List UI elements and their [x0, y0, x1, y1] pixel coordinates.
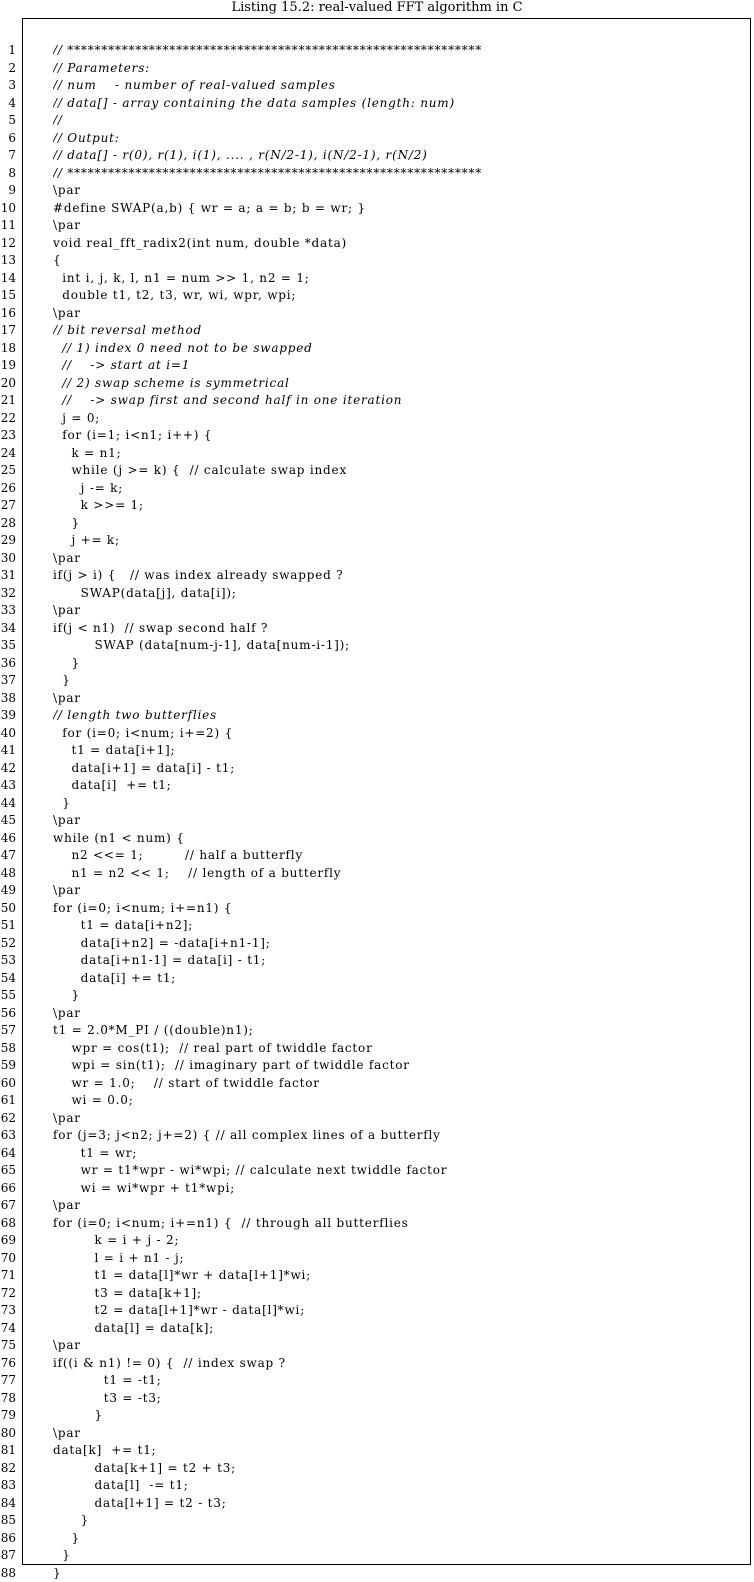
- code-line: t1 = data[i+1];: [53, 742, 747, 760]
- code-line: wr = 1.0; // start of twiddle factor: [53, 1075, 747, 1093]
- line-number: 41: [0, 742, 16, 760]
- code-line: for (i=0; i<num; i+=2) {: [53, 725, 747, 743]
- code-line: \par: [53, 305, 747, 323]
- line-number: 9: [0, 182, 16, 200]
- code-line: data[i] += t1;: [53, 970, 747, 988]
- line-number: 19: [0, 357, 16, 375]
- code-line: // Parameters:: [53, 60, 747, 78]
- code-line: }: [53, 515, 747, 533]
- code-line: double t1, t2, t3, wr, wi, wpr, wpi;: [53, 287, 747, 305]
- code-line: // -> start at i=1: [53, 357, 747, 375]
- line-number: 31: [0, 567, 16, 585]
- code-line: \par: [53, 217, 747, 235]
- listing-caption: Listing 15.2: real-valued FFT algorithm in C: [0, 0, 754, 16]
- line-number: 88: [0, 1565, 16, 1582]
- code-line: // data[] - r(0), r(1), i(1), .... , r(N/2-1), i(N/2-1), r(N/2): [53, 147, 747, 165]
- line-number: 80: [0, 1425, 16, 1443]
- line-number: 35: [0, 637, 16, 655]
- line-number: 46: [0, 830, 16, 848]
- code-line: for (i=1; i<n1; i++) {: [53, 427, 747, 445]
- line-number: 77: [0, 1372, 16, 1390]
- code-line: wi = wi*wpr + t1*wpi;: [53, 1180, 747, 1198]
- line-number: 83: [0, 1477, 16, 1495]
- line-number: 14: [0, 270, 16, 288]
- code-line: wpi = sin(t1); // imaginary part of twiddle factor: [53, 1057, 747, 1075]
- line-number: 47: [0, 847, 16, 865]
- line-number: 70: [0, 1250, 16, 1268]
- line-number: 72: [0, 1285, 16, 1303]
- line-number: 76: [0, 1355, 16, 1373]
- code-line: k = i + j - 2;: [53, 1232, 747, 1250]
- code-line: data[l] -= t1;: [53, 1477, 747, 1495]
- code-line: data[i+1] = data[i] - t1;: [53, 760, 747, 778]
- code-line: k = n1;: [53, 445, 747, 463]
- line-number: 65: [0, 1162, 16, 1180]
- line-number: 45: [0, 812, 16, 830]
- code-line: j = 0;: [53, 410, 747, 428]
- line-number: 57: [0, 1022, 16, 1040]
- line-number: 24: [0, 445, 16, 463]
- line-number: 6: [0, 130, 16, 148]
- line-number: 10: [0, 200, 16, 218]
- line-number: 5: [0, 112, 16, 130]
- code-line: k >>= 1;: [53, 497, 747, 515]
- line-number: 3: [0, 77, 16, 95]
- code-line: \par: [53, 1197, 747, 1215]
- line-number: 79: [0, 1407, 16, 1425]
- code-line: for (i=0; i<num; i+=n1) {: [53, 900, 747, 918]
- line-number: 87: [0, 1547, 16, 1565]
- line-number: 51: [0, 917, 16, 935]
- code-line: if(j > i) { // was index already swapped ?: [53, 567, 747, 585]
- code-line: \par: [53, 602, 747, 620]
- code-line: while (j >= k) { // calculate swap index: [53, 462, 747, 480]
- line-number: 68: [0, 1215, 16, 1233]
- line-number: 21: [0, 392, 16, 410]
- line-number: 22: [0, 410, 16, 428]
- code-line: data[l] = data[k];: [53, 1320, 747, 1338]
- code-line: \par: [53, 690, 747, 708]
- code-body: [53, 42, 747, 1582]
- line-number: 7: [0, 147, 16, 165]
- code-line: #define SWAP(a,b) { wr = a; a = b; b = wr; }: [53, 200, 747, 218]
- code-line: \par: [53, 1425, 747, 1443]
- code-line: \par: [53, 1005, 747, 1023]
- line-number: 85: [0, 1512, 16, 1530]
- code-line: // num - number of real-valued samples: [53, 77, 747, 95]
- line-number: 36: [0, 655, 16, 673]
- code-line: t1 = -t1;: [53, 1372, 747, 1390]
- code-line: wi = 0.0;: [53, 1092, 747, 1110]
- code-line: // Output:: [53, 130, 747, 148]
- code-line: if(j < n1) // swap second half ?: [53, 620, 747, 638]
- code-line: // -> swap first and second half in one iteration: [53, 392, 747, 410]
- code-line: }: [53, 1512, 747, 1530]
- line-number: 81: [0, 1442, 16, 1460]
- line-number: 28: [0, 515, 16, 533]
- line-number: 84: [0, 1495, 16, 1513]
- line-number: 37: [0, 672, 16, 690]
- code-line: }: [53, 987, 747, 1005]
- line-number: 75: [0, 1337, 16, 1355]
- line-number: 13: [0, 252, 16, 270]
- line-number: 38: [0, 690, 16, 708]
- code-line: {: [53, 252, 747, 270]
- line-number: 52: [0, 935, 16, 953]
- line-number: 11: [0, 217, 16, 235]
- code-line: // 2) swap scheme is symmetrical: [53, 375, 747, 393]
- line-number: 56: [0, 1005, 16, 1023]
- code-line: data[k+1] = t2 + t3;: [53, 1460, 747, 1478]
- line-number: 48: [0, 865, 16, 883]
- code-line: t1 = data[l]*wr + data[l+1]*wi;: [53, 1267, 747, 1285]
- code-line: t3 = -t3;: [53, 1390, 747, 1408]
- code-line: j -= k;: [53, 480, 747, 498]
- line-number: 26: [0, 480, 16, 498]
- code-line: t1 = wr;: [53, 1145, 747, 1163]
- line-number-gutter: [0, 42, 16, 1582]
- line-number: 33: [0, 602, 16, 620]
- line-number: 71: [0, 1267, 16, 1285]
- code-line: n1 = n2 << 1; // length of a butterfly: [53, 865, 747, 883]
- code-line: data[l+1] = t2 - t3;: [53, 1495, 747, 1513]
- code-line: \par: [53, 1110, 747, 1128]
- line-number: 49: [0, 882, 16, 900]
- code-line: for (j=3; j<n2; j+=2) { // all complex lines of a butterfly: [53, 1127, 747, 1145]
- code-line: // length two butterflies: [53, 707, 747, 725]
- line-number: 2: [0, 60, 16, 78]
- code-line: data[k] += t1;: [53, 1442, 747, 1460]
- code-line: void real_fft_radix2(int num, double *data): [53, 235, 747, 253]
- line-number: 43: [0, 777, 16, 795]
- line-number: 39: [0, 707, 16, 725]
- code-line: SWAP(data[j], data[i]);: [53, 585, 747, 603]
- code-line: while (n1 < num) {: [53, 830, 747, 848]
- code-line: int i, j, k, l, n1 = num >> 1, n2 = 1;: [53, 270, 747, 288]
- code-line: SWAP (data[num-j-1], data[num-i-1]);: [53, 637, 747, 655]
- code-line: //: [53, 112, 747, 130]
- line-number: 60: [0, 1075, 16, 1093]
- code-line: // bit reversal method: [53, 322, 747, 340]
- line-number: 29: [0, 532, 16, 550]
- code-line: t3 = data[k+1];: [53, 1285, 747, 1303]
- line-number: 61: [0, 1092, 16, 1110]
- line-number: 44: [0, 795, 16, 813]
- code-line: t1 = 2.0*M_PI / ((double)n1);: [53, 1022, 747, 1040]
- line-number: 17: [0, 322, 16, 340]
- line-number: 4: [0, 95, 16, 113]
- code-line: // *************************************************************: [53, 42, 747, 60]
- line-number: 25: [0, 462, 16, 480]
- code-line: for (i=0; i<num; i+=n1) { // through all butterflies: [53, 1215, 747, 1233]
- code-line: j += k;: [53, 532, 747, 550]
- code-line: t1 = data[i+n2];: [53, 917, 747, 935]
- line-number: 74: [0, 1320, 16, 1338]
- code-line: }: [53, 1530, 747, 1548]
- line-number: 20: [0, 375, 16, 393]
- line-number: 15: [0, 287, 16, 305]
- line-number: 63: [0, 1127, 16, 1145]
- line-number: 23: [0, 427, 16, 445]
- line-number: 62: [0, 1110, 16, 1128]
- code-line: }: [53, 795, 747, 813]
- line-number: 55: [0, 987, 16, 1005]
- code-line: \par: [53, 550, 747, 568]
- code-line: \par: [53, 812, 747, 830]
- line-number: 18: [0, 340, 16, 358]
- code-line: }: [53, 655, 747, 673]
- code-line: \par: [53, 882, 747, 900]
- line-number: 53: [0, 952, 16, 970]
- code-line: // 1) index 0 need not to be swapped: [53, 340, 747, 358]
- line-number: 82: [0, 1460, 16, 1478]
- line-number: 40: [0, 725, 16, 743]
- line-number: 8: [0, 165, 16, 183]
- code-line: // data[] - array containing the data samples (length: num): [53, 95, 747, 113]
- code-line: if((i & n1) != 0) { // index swap ?: [53, 1355, 747, 1373]
- line-number: 86: [0, 1530, 16, 1548]
- line-number: 30: [0, 550, 16, 568]
- code-line: wr = t1*wpr - wi*wpi; // calculate next twiddle factor: [53, 1162, 747, 1180]
- line-number: 58: [0, 1040, 16, 1058]
- code-line: }: [53, 1565, 747, 1582]
- code-line: \par: [53, 182, 747, 200]
- line-number: 59: [0, 1057, 16, 1075]
- code-line: }: [53, 1547, 747, 1565]
- code-line: wpr = cos(t1); // real part of twiddle factor: [53, 1040, 747, 1058]
- code-line: n2 <<= 1; // half a butterfly: [53, 847, 747, 865]
- line-number: 42: [0, 760, 16, 778]
- code-line: \par: [53, 1337, 747, 1355]
- code-line: }: [53, 672, 747, 690]
- line-number: 67: [0, 1197, 16, 1215]
- line-number: 1: [0, 42, 16, 60]
- line-number: 66: [0, 1180, 16, 1198]
- line-number: 73: [0, 1302, 16, 1320]
- code-line: }: [53, 1407, 747, 1425]
- line-number: 69: [0, 1232, 16, 1250]
- line-number: 34: [0, 620, 16, 638]
- line-number: 50: [0, 900, 16, 918]
- line-number: 64: [0, 1145, 16, 1163]
- code-line: l = i + n1 - j;: [53, 1250, 747, 1268]
- line-number: 27: [0, 497, 16, 515]
- code-line: data[i+n1-1] = data[i] - t1;: [53, 952, 747, 970]
- line-number: 78: [0, 1390, 16, 1408]
- code-line: data[i+n2] = -data[i+n1-1];: [53, 935, 747, 953]
- line-number: 32: [0, 585, 16, 603]
- code-line: t2 = data[l+1]*wr - data[l]*wi;: [53, 1302, 747, 1320]
- line-number: 16: [0, 305, 16, 323]
- code-line: data[i] += t1;: [53, 777, 747, 795]
- code-line: // *************************************************************: [53, 165, 747, 183]
- line-number: 54: [0, 970, 16, 988]
- line-number: 12: [0, 235, 16, 253]
